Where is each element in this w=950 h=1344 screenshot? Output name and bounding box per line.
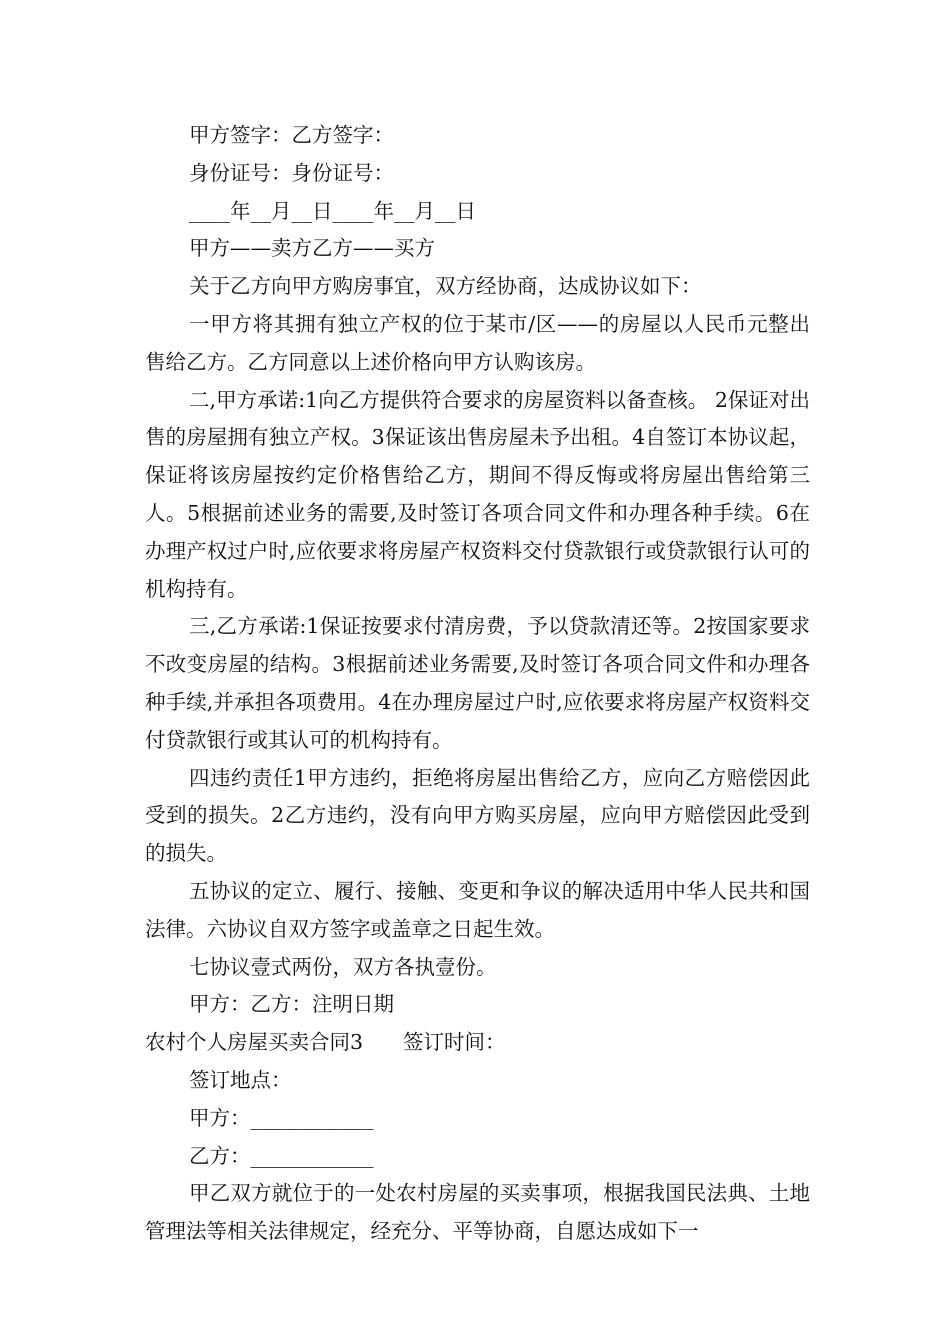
party-a-line: 甲方：____________ bbox=[189, 1105, 374, 1130]
clause-four: 四违约责任1甲方违约，拒绝将房屋出售给乙方，应向乙方赔偿因此受到的损失。2乙方违约，没有向甲方购买房屋，应向甲方赔偿因此受到的损失。 bbox=[145, 765, 810, 866]
contract-preamble: 甲乙双方就位于的一处农村房屋的买卖事项，根据我国民法典、土地管理法等相关法律规定，经充分、平等协商，自愿达成如下一 bbox=[145, 1181, 810, 1244]
date-line: ____年__月__日____年__月__日 bbox=[189, 198, 476, 223]
id-number-line: 身份证号：身份证号： bbox=[189, 160, 394, 185]
sign-place: 签订地点： bbox=[189, 1067, 292, 1092]
document-page bbox=[145, 117, 810, 1251]
sign-time: 签订时间： bbox=[403, 1030, 506, 1055]
clause-seven: 七协议壹式两份，双方各执壹份。 bbox=[189, 954, 497, 979]
contract-title: 农村个人房屋买卖合同3 bbox=[145, 1030, 364, 1055]
clause-three: 三,乙方承诺:1保证按要求付清房费，予以贷款清还等。2按国家要求不改变房屋的结构。3根据前述业务需要,及时签订各项合同文件和办理各种手续,并承担各项费用。4在办理房屋过户时,应依要求将房屋产权资料交付贷款银行或其认可的机构持有。 bbox=[145, 614, 810, 752]
contract-title-line bbox=[145, 1024, 810, 1062]
agreement-intro: 关于乙方向甲方购房事宜，双方经协商，达成协议如下： bbox=[189, 274, 702, 299]
signature-line: 甲方签字：乙方签字： bbox=[189, 123, 394, 147]
signoff-line: 甲方：乙方：注明日期 bbox=[189, 992, 394, 1017]
clause-two: 二,甲方承诺:1向乙方提供符合要求的房屋资料以备查核。 2保证对出售的房屋拥有独立产权。3保证该出售房屋未予出租。4自签订本协议起，保证将该房屋按约定价格售给乙方，期间不得反悔或将房屋出售给第三人。5根据前述业务的需要,及时签订各项合同文件和办理各种手续。6在办理产权过户时,应依要求将房屋产权资料交付贷款银行或贷款银行认可的机构持有。 bbox=[145, 387, 810, 601]
party-b-line: 乙方：____________ bbox=[189, 1143, 374, 1168]
clause-one: 一甲方将其拥有独立产权的位于某市/区——的房屋以人民币元整出售给乙方。乙方同意以上述价格向甲方认购该房。 bbox=[145, 311, 810, 374]
clause-five-six: 五协议的定立、履行、接触、变更和争议的解决适用中华人民共和国法律。六协议自双方签字或盖章之日起生效。 bbox=[145, 878, 810, 941]
parties-line: 甲方——卖方乙方——买方 bbox=[189, 236, 435, 261]
